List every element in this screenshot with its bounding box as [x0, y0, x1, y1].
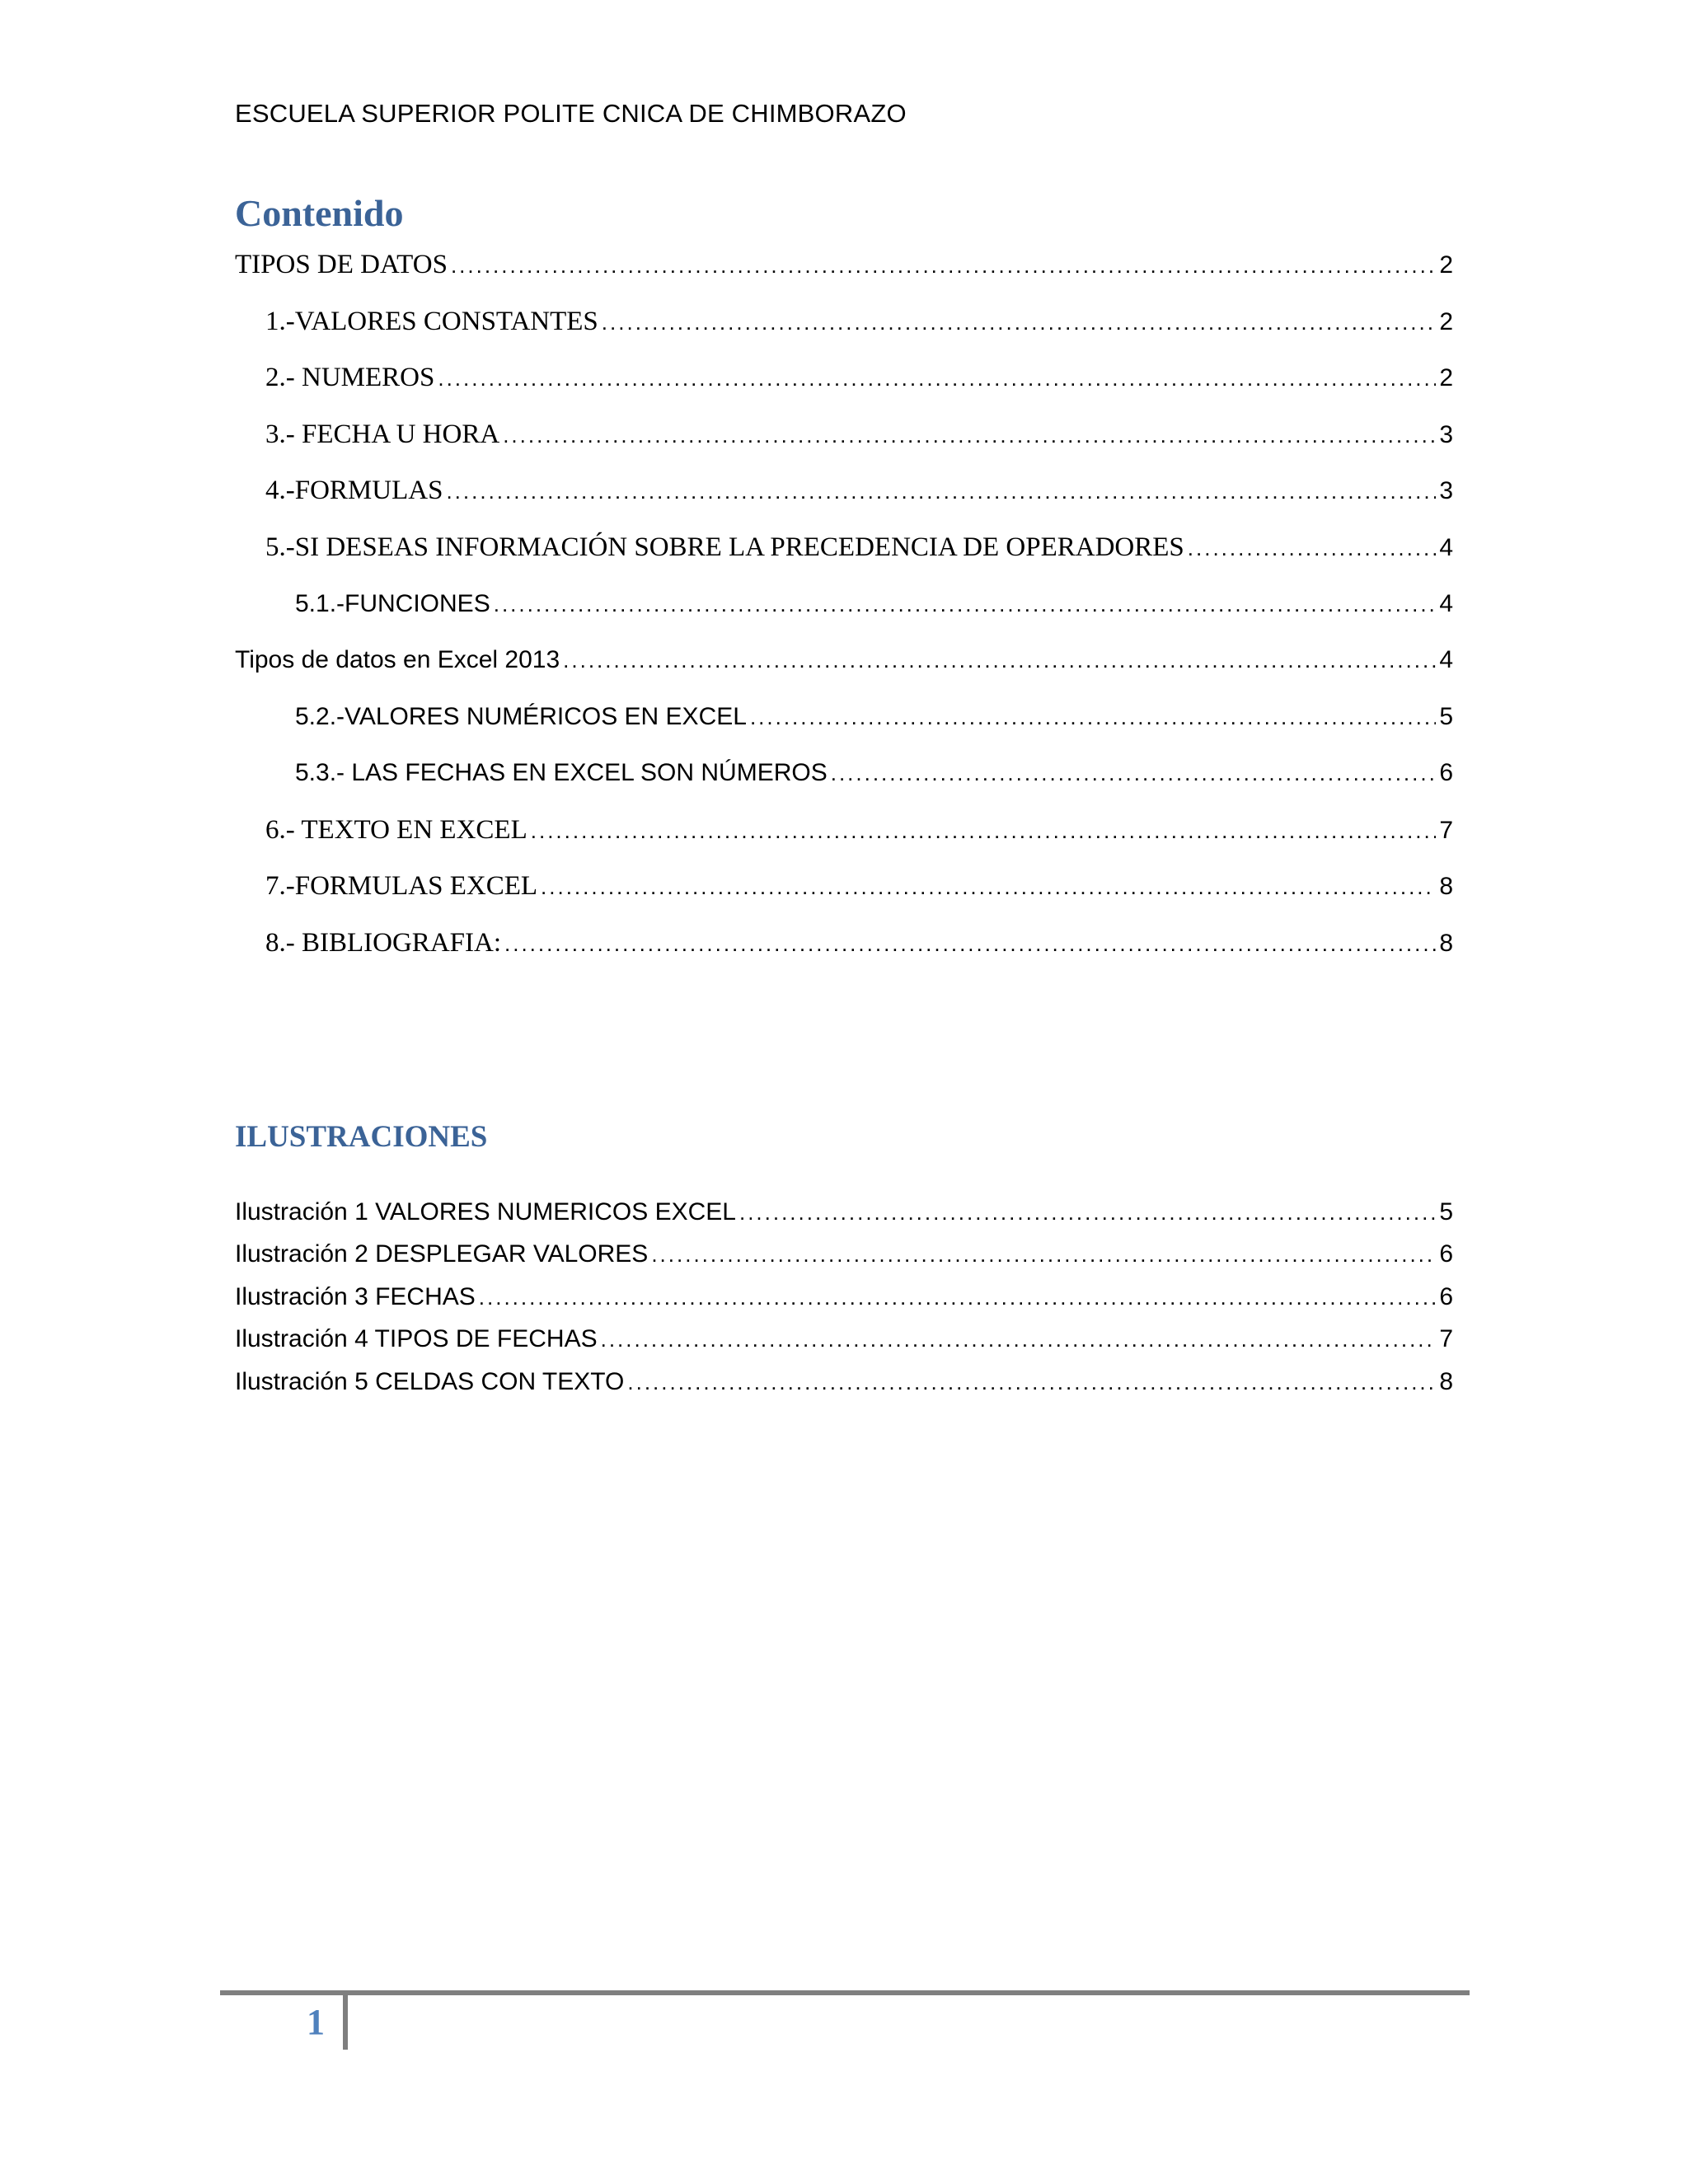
toc-entry-page: 6 [1439, 759, 1453, 786]
illustration-entry-label: Ilustración 2 DESPLEGAR VALORES [235, 1240, 649, 1268]
dot-leader [831, 754, 1437, 792]
dot-leader [602, 303, 1437, 341]
toc-entry-page: 2 [1439, 364, 1453, 391]
toc-entry-label: 5.3.- LAS FECHAS EN EXCEL SON NÚMEROS [295, 759, 828, 786]
illustration-entry-label: Ilustración 5 CELDAS CON TEXTO [235, 1368, 625, 1395]
toc-entry-label: 1.-VALORES CONSTANTES [265, 307, 598, 336]
dot-leader [563, 641, 1436, 679]
illustration-entry-page: 6 [1439, 1240, 1453, 1268]
toc-entry-label: 5.-SI DESEAS INFORMACIÓN SOBRE LA PRECEDENCIA DE OPERADORES [265, 532, 1184, 562]
toc-entry-label: 4.-FORMULAS [265, 476, 443, 505]
toc-title: Contenido [235, 192, 404, 234]
toc-entry-page: 4 [1439, 646, 1453, 673]
illustration-entry-2[interactable] [235, 1235, 1453, 1273]
toc-entry-formulas[interactable] [265, 471, 1453, 509]
toc-entry-numeros[interactable] [265, 359, 1453, 396]
toc-entry-page: 3 [1439, 421, 1453, 448]
toc-entry-formulas-excel[interactable] [265, 867, 1453, 905]
toc-entry-label: Tipos de datos en Excel 2013 [235, 646, 560, 673]
illustrations-title: ILUSTRACIONES [235, 1120, 488, 1154]
dot-leader [446, 472, 1436, 510]
toc-entry-valores-constantes[interactable] [265, 302, 1453, 340]
dot-leader [451, 246, 1436, 284]
page-number: 1 [307, 2002, 325, 2042]
toc-entry-label: 8.- BIBLIOGRAFIA: [265, 928, 501, 958]
toc-entry-page: 4 [1439, 590, 1453, 617]
toc-entry-label: 3.- FECHA U HORA [265, 419, 500, 449]
dot-leader [750, 698, 1436, 736]
toc-entry-page: 3 [1439, 477, 1453, 504]
toc-entry-page: 2 [1439, 251, 1453, 279]
dot-leader [503, 416, 1436, 454]
toc-entry-page: 4 [1439, 534, 1453, 561]
dot-leader [651, 1235, 1436, 1273]
toc-entry-fechas-numeros[interactable] [295, 754, 1453, 792]
toc-entry-label: 6.- TEXTO EN EXCEL [265, 815, 528, 845]
dot-leader [479, 1278, 1437, 1316]
dot-leader [438, 359, 1436, 397]
toc-entry-label: 2.- NUMEROS [265, 363, 435, 392]
illustration-entry-1[interactable] [235, 1193, 1453, 1231]
illustration-entry-label: Ilustración 1 VALORES NUMERICOS EXCEL [235, 1198, 736, 1226]
dot-leader [739, 1193, 1436, 1231]
illustration-entry-page: 6 [1439, 1283, 1453, 1310]
toc-entry-label: 5.1.-FUNCIONES [295, 590, 490, 617]
illustration-entry-label: Ilustración 3 FECHAS [235, 1283, 476, 1310]
toc-entry-bibliografia[interactable] [265, 924, 1453, 962]
toc-entry-page: 8 [1439, 930, 1453, 957]
dot-leader [494, 585, 1437, 623]
illustration-entry-label: Ilustración 4 TIPOS DE FECHAS [235, 1325, 598, 1352]
dot-leader [504, 925, 1436, 963]
toc-entry-tipos-datos-excel[interactable] [235, 641, 1453, 679]
dot-leader [627, 1363, 1436, 1401]
toc-entry-page: 7 [1439, 817, 1453, 844]
toc-entry-texto-excel[interactable] [265, 811, 1453, 849]
toc-entry-tipos-de-datos[interactable] [235, 246, 1453, 284]
illustration-entry-page: 8 [1439, 1368, 1453, 1395]
dot-leader [541, 868, 1436, 906]
page-header: ESCUELA SUPERIOR POLITE CNICA DE CHIMBORAZO [235, 99, 907, 128]
dot-leader [1188, 529, 1437, 567]
toc-entry-page: 5 [1439, 703, 1453, 730]
illustration-entry-page: 5 [1439, 1198, 1453, 1226]
dot-leader [601, 1320, 1437, 1358]
illustration-entry-4[interactable] [235, 1320, 1453, 1358]
toc-entry-label: TIPOS DE DATOS [235, 250, 448, 279]
illustration-entry-5[interactable] [235, 1363, 1453, 1401]
footer-rule [220, 1990, 1470, 1995]
toc-entry-page: 2 [1439, 308, 1453, 335]
toc-entry-valores-numericos[interactable] [295, 698, 1453, 736]
toc-entry-funciones[interactable] [295, 585, 1453, 623]
toc-entry-precedencia-operadores[interactable] [265, 528, 1453, 566]
dot-leader [531, 812, 1437, 850]
toc-entry-fecha-u-hora[interactable] [265, 415, 1453, 453]
illustration-entry-3[interactable] [235, 1278, 1453, 1316]
illustration-entry-page: 7 [1439, 1325, 1453, 1352]
footer-divider [343, 1995, 348, 2050]
toc-entry-label: 7.-FORMULAS EXCEL [265, 871, 538, 901]
toc-entry-label: 5.2.-VALORES NUMÉRICOS EN EXCEL [295, 703, 747, 730]
toc-entry-page: 8 [1439, 873, 1453, 900]
